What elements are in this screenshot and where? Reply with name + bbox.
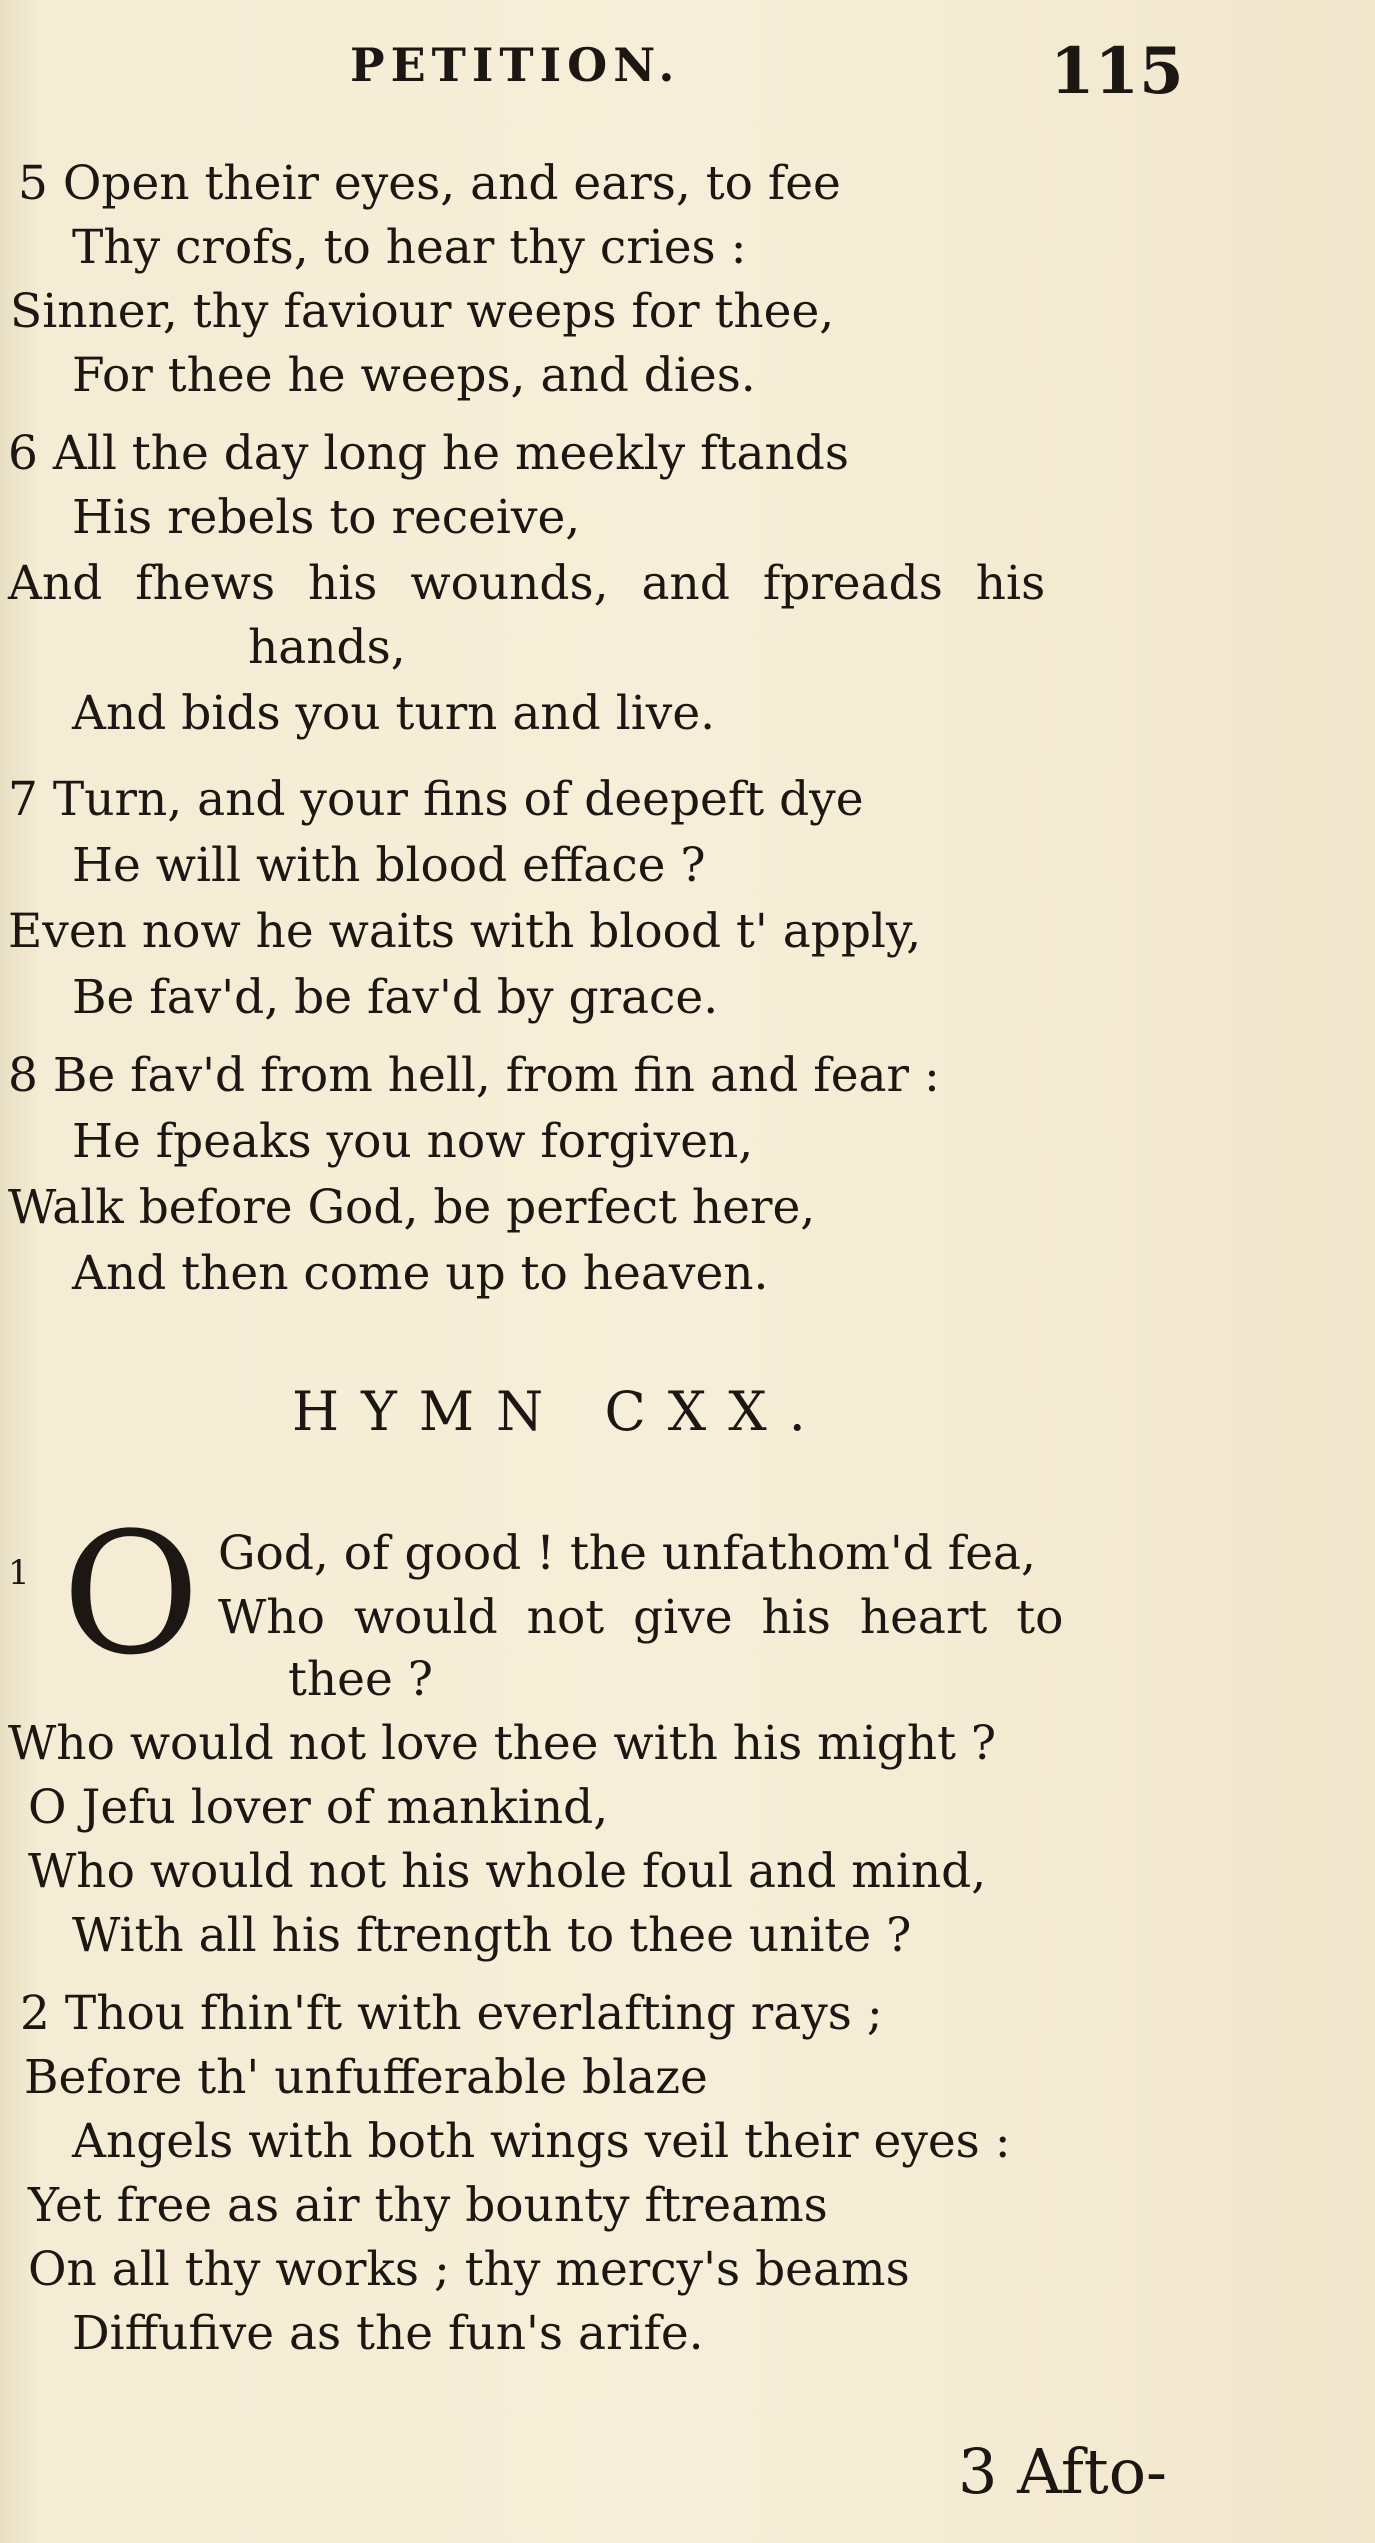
stanza-number: 2 <box>20 1986 50 2041</box>
hymn-stanza-1-line-5: O Jefu lover of mankind, <box>28 1780 609 1835</box>
hymn-stanza-1-line-4: Who would not love thee with his might ? <box>8 1716 997 1771</box>
drop-cap: O <box>62 1496 200 1692</box>
hymn-stanza-1-line-7: With all his ftrength to thee unite ? <box>72 1908 912 1963</box>
catchword: 3 Afto- <box>958 2435 1167 2508</box>
hymn-title: HYMN CXX. <box>292 1380 828 1443</box>
hymn-stanza-2-line-4: Yet free as air thy bounty ftreams <box>28 2178 828 2233</box>
stanza-5-line-2: Thy crofs, to hear thy cries : <box>72 220 747 275</box>
stanza-6-line-2: His rebels to receive, <box>72 490 581 545</box>
hymn-stanza-2-line-5: On all thy works ; thy mercy's beams <box>28 2242 910 2297</box>
stanza-6-line-5: And bids you turn and live. <box>72 686 716 741</box>
stanza-6-line-4: hands, <box>248 620 406 675</box>
stanza-5-line-3: Sinner, thy faviour weeps for thee, <box>10 284 835 339</box>
stanza-7-line-1: 7 Turn, and your fins of deepeft dye <box>8 772 864 827</box>
stanza-7-line-4: Be fav'd, be fav'd by grace. <box>72 970 719 1025</box>
stanza-6-line-1: 6 All the day long he meekly ftands <box>8 426 849 481</box>
stanza-number: 6 <box>8 426 38 481</box>
stanza-8-line-1: 8 Be fav'd from hell, from fin and fear : <box>8 1048 940 1103</box>
running-head: PETITION. <box>350 38 681 92</box>
page-number: 115 <box>1050 34 1184 109</box>
stanza-5-line-1: 5 Open their eyes, and ears, to fee <box>18 156 841 211</box>
stanza-8-line-2: He fpeaks you now forgiven, <box>72 1114 754 1169</box>
stanza-5-line-4: For thee he weeps, and dies. <box>72 348 756 403</box>
hymn-stanza-2-line-2: Before th' unfufferable blaze <box>24 2050 708 2105</box>
hymn-stanza-2-line-1: 2 Thou fhin'ft with everlafting rays ; <box>20 1986 883 2041</box>
stanza-number: 1 <box>8 1553 30 1593</box>
stanza-8-line-3: Walk before God, be perfect here, <box>8 1180 816 1235</box>
hymn-stanza-2-line-3: Angels with both wings veil their eyes : <box>72 2114 1011 2169</box>
stanza-8-line-4: And then come up to heaven. <box>72 1246 769 1301</box>
hymn-stanza-1-line-2: Who would not give his heart to <box>218 1590 1064 1645</box>
hymn-stanza-2-line-6: Diffufive as the fun's arife. <box>72 2306 704 2361</box>
stanza-number: 5 <box>18 156 48 211</box>
page-header <box>0 34 1375 114</box>
hymn-stanza-1-line-6: Who would not his whole foul and mind, <box>28 1844 987 1899</box>
hymn-stanza-1-line-1: God, of good ! the unfathom'd fea, <box>218 1526 1036 1581</box>
stanza-number: 7 <box>8 772 38 827</box>
stanza-number: 8 <box>8 1048 38 1103</box>
stanza-6-line-3: And fhews his wounds, and fpreads his <box>8 556 1046 611</box>
stanza-7-line-3: Even now he waits with blood t' apply, <box>8 904 922 959</box>
hymn-stanza-1-line-3: thee ? <box>288 1652 433 1707</box>
stanza-7-line-2: He will with blood efface ? <box>72 838 706 893</box>
